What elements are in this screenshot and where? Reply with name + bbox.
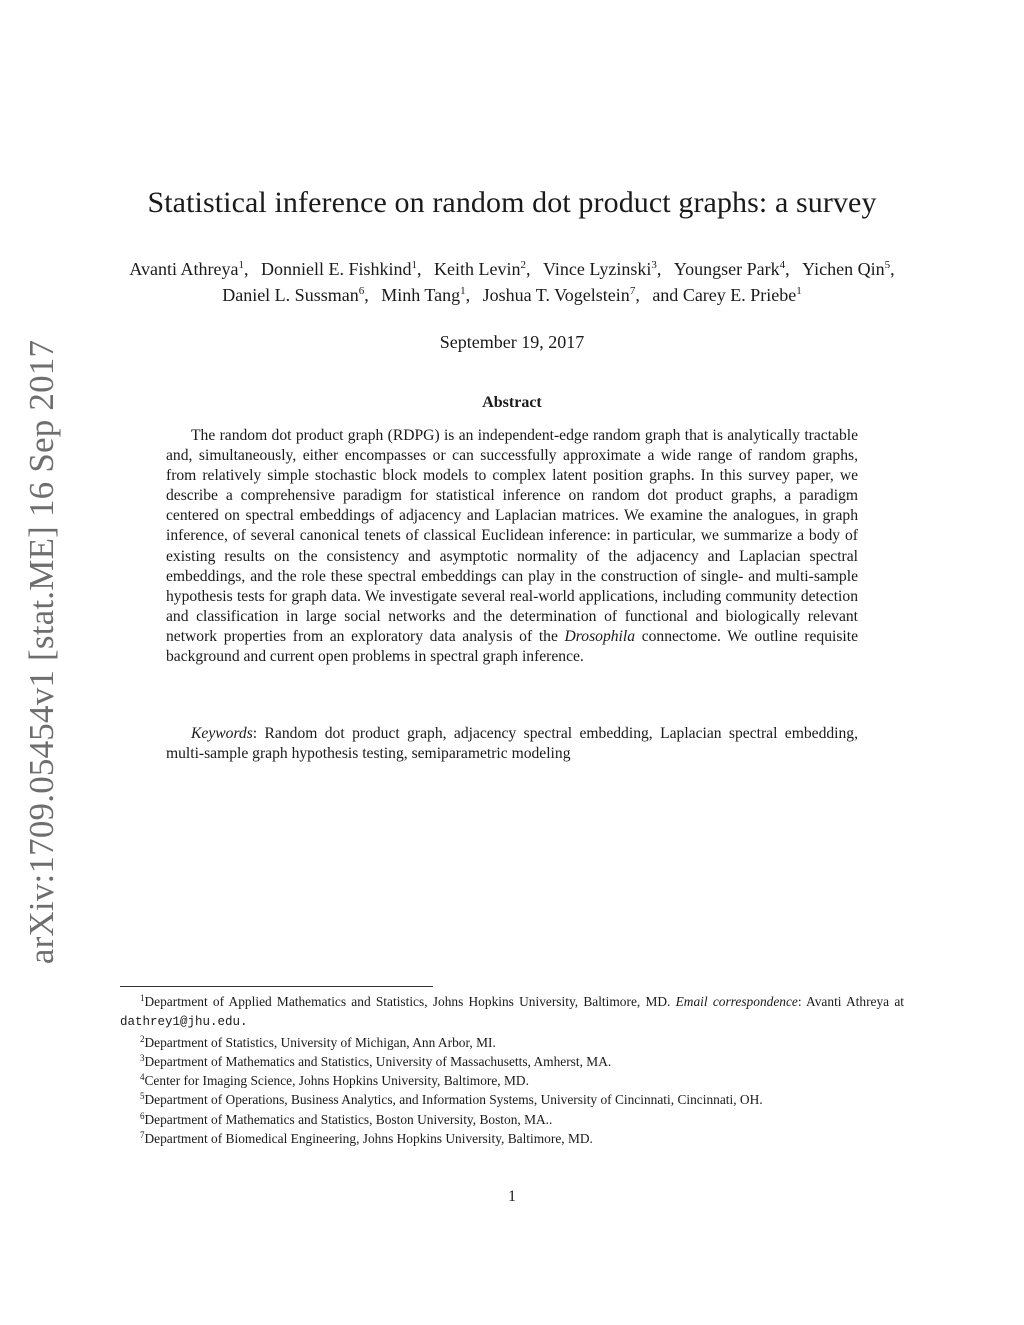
affiliation-mark: 1 (796, 285, 802, 297)
abstract-heading: Abstract (482, 394, 542, 411)
author-name: Joshua T. Vogelstein (482, 285, 630, 305)
author: Donniell E. Fishkind$^1$, (261, 259, 422, 279)
footnote-divider (120, 986, 433, 987)
author: Youngser Park$^4$, (673, 259, 790, 279)
affiliation-mark: 3 (651, 259, 657, 271)
footnote-italic: Email correspondence (675, 994, 798, 1009)
author: Avanti Athreya$^1$, (129, 259, 249, 279)
author-conjunction: and (652, 285, 679, 305)
footnote-text-cont: : Avanti Athreya at (797, 994, 905, 1009)
footnote-text: Department of Statistics, University of Michigan, Ann Arbor, MI. (144, 1034, 496, 1050)
footnote-mark: 6 (140, 1110, 145, 1121)
author-name: Yichen Qin (802, 259, 885, 279)
author: Daniel L. Sussman$^6$, (222, 285, 369, 305)
footnote (120, 1090, 904, 1109)
footnotes (120, 992, 904, 1148)
footnote-text: Department of Mathematics and Statistics, University of Massachusetts, Amherst, MA. (144, 1053, 612, 1069)
footnote-text: Center for Imaging Science, Johns Hopkins University, Baltimore, MD. (144, 1073, 529, 1089)
footnote-mark: 2 (140, 1033, 145, 1044)
author-name: Vince Lyzinski (543, 259, 652, 279)
email-link[interactable]: dathrey1@jhu.edu. (120, 1015, 248, 1030)
affiliation-mark: 1 (460, 285, 466, 297)
affiliation-mark: 7 (629, 285, 636, 297)
author-name: Daniel L. Sussman (222, 285, 359, 305)
footnote-mark: 5 (140, 1091, 145, 1102)
footnote-mark: 7 (140, 1130, 145, 1141)
footnote-text: Department of Biomedical Engineering, Johns Hopkins University, Baltimore, MD. (144, 1131, 593, 1147)
author: Vince Lyzinski$^3$, (543, 259, 662, 279)
keywords-label: Keywords (191, 725, 253, 742)
affiliation-mark: 2 (520, 259, 527, 271)
footnote (120, 1033, 904, 1052)
affiliation-mark: 1 (411, 259, 418, 271)
abstract-text-end: connectome. We outline requisite background and current open problems in spectral graph inference. (166, 627, 859, 666)
arxiv-identifier-stamp: arXiv:1709.05454v1 [stat.ME] 16 Sep 2017 (22, 339, 61, 965)
footnote-text: Department of Applied Mathematics and Statistics, Johns Hopkins University, Baltimore, MD. (144, 994, 671, 1009)
keywords-text: Random dot product graph, adjacency spectral embedding, Laplacian spectral embedding, multi-sample graph hypothesis testing, semiparametric modeling (166, 725, 858, 763)
keywords: Keywords: Random dot product graph, adjacency spectral embedding, Laplacian spectral embedding, multi-sample graph hypothesis testing, semiparametric modeling (166, 725, 858, 763)
author-name: Carey E. Priebe (682, 285, 797, 305)
affiliation-mark: 6 (358, 285, 365, 297)
publication-date: September 19, 2017 (439, 332, 585, 352)
footnote-mark: 3 (140, 1052, 145, 1063)
author-name: Minh Tang (381, 285, 461, 305)
footnote (120, 992, 904, 1033)
affiliation-mark: 1 (238, 259, 245, 271)
author-name: Keith Levin (434, 259, 521, 279)
page-number: 1 (508, 1188, 516, 1205)
footnote-text: Department of Operations, Business Analytics, and Information Systems, University of Cincinnati, Cincinnati, OH. (144, 1092, 763, 1108)
footnote (120, 1110, 904, 1129)
author-name: Youngser Park (673, 259, 780, 279)
affiliation-mark: 4 (779, 259, 786, 271)
footnote (120, 1129, 904, 1148)
abstract-text: The random dot product graph (RDPG) is an independent-edge random graph that is analytically tractable and, simultaneously, either encompasses or can successfully approximate a wide range of random graphs, from relatively simple stochastic block models to complex latent position graphs. In this survey paper, we describe a comprehensive paradigm for statistical inference on random dot product graphs, a paradigm centered on spectral embeddings of adjacency and Laplacian matrices. We examine the analogues, in graph inference, of several canonical tenets of classical Euclidean inference: in particular, we summarize a body of existing results on the consistency and asymptotic normality of the adjacency and Laplacian spectral embeddings, and the role these spectral embeddings can play in the construction of single- and multi-sample hypothesis tests for graph data. We investigate several real-world applications, including community detection and classification in large social networks and the determination of functional and biologically relevant network properties from an exploratory data analysis of the (166, 427, 858, 645)
abstract-body (166, 426, 858, 667)
author (652, 285, 801, 305)
author-name: Avanti Athreya (129, 259, 239, 279)
author: Yichen Qin$^5$, (802, 259, 895, 279)
footnote (120, 1052, 904, 1071)
author-list (100, 256, 924, 308)
abstract-italic-term: Drosophila (564, 627, 636, 645)
paper-title: Statistical inference on random dot product graphs: a survey (147, 186, 877, 219)
footnote-text: Department of Mathematics and Statistics, Boston University, Boston, MA.. (144, 1111, 553, 1127)
footnote-mark: 1 (140, 993, 145, 1003)
author: Minh Tang$^1$, (381, 285, 471, 305)
author: Keith Levin$^2$, (434, 259, 531, 279)
author-name: Donniell E. Fishkind (261, 259, 412, 279)
affiliation-mark: 5 (884, 259, 891, 271)
author: Joshua T. Vogelstein$^7$, (482, 285, 640, 305)
footnote-mark: 4 (140, 1072, 145, 1083)
footnote (120, 1071, 904, 1090)
